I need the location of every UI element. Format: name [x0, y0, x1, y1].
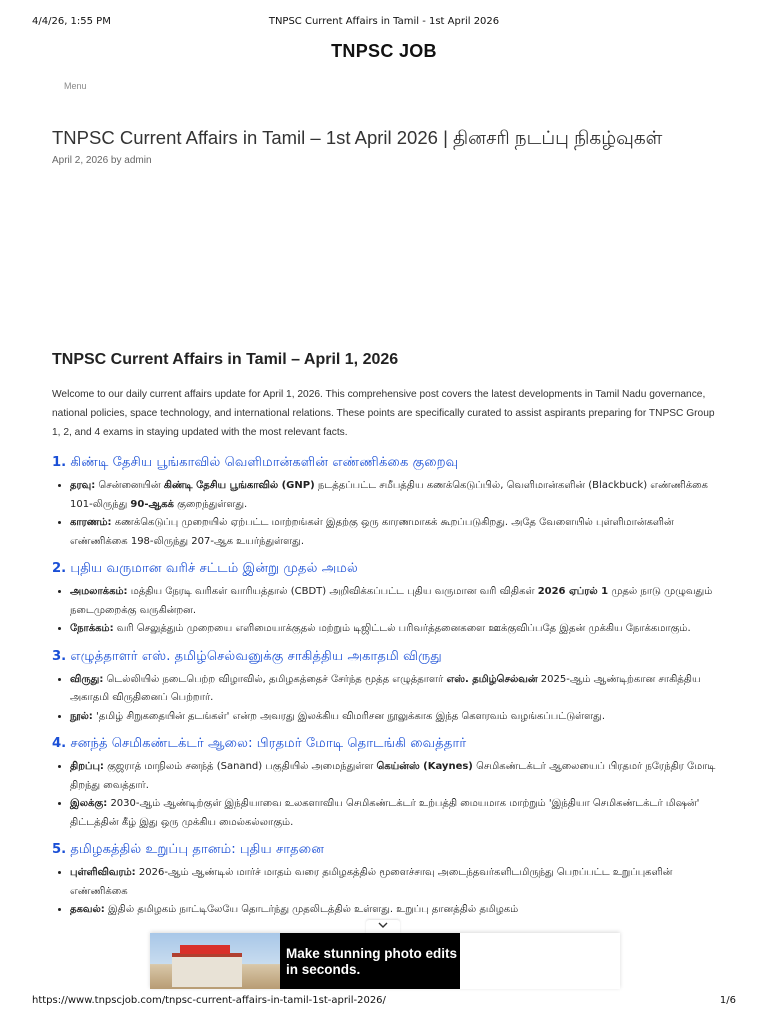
- point-bold: கிண்டி தேசிய பூங்காவில் (GNP): [163, 480, 315, 491]
- point-text: குஜராத் மாநிலம் சனந்த் (Sanand) பகுதியில் அமைந்துள்ள: [103, 761, 377, 772]
- list-item: [70, 901, 716, 920]
- point-text: 2030-ஆம் ஆண்டிற்குள் இந்தியாவை உலகளாவிய செமிகண்டக்டர் உற்பத்தி மையமாக மாற்றும் 'இந்தியா செமிகண்டக்டர் மிஷன்' திட்டத்தின் கீழ் இது ஒரு முக்கிய மைல்கல்லாகும்.: [70, 798, 700, 828]
- point-label: நூல்:: [70, 710, 93, 722]
- point-label: இலக்கு:: [70, 798, 108, 809]
- list-item: [70, 758, 716, 795]
- section-title: எழுத்தாளர் எஸ். தமிழ்செல்வனுக்கு சாகித்திய அகாதமி விருது: [70, 648, 442, 664]
- list-item: [70, 620, 716, 639]
- point-label: தகவல்:: [70, 904, 105, 915]
- point-text: 2026-ஆம் ஆண்டில் மார்ச் மாதம் வரை தமிழகத்தில் மூளைச்சாவு அடைந்தவர்களிடமிருந்து பெறப்பட்ட உறுப்புகளின் எண்ணிக்கை: [70, 867, 673, 897]
- list-item: [70, 708, 716, 727]
- section-number: 4.: [52, 736, 67, 751]
- point-label: காரணம்:: [70, 517, 112, 528]
- print-page-title: TNPSC Current Affairs in Tamil - 1st April 2026: [268, 16, 500, 27]
- point-text: முதல் நாடு முழுவதும் நடைமுறைக்கு வருகின்றன.: [70, 586, 713, 616]
- point-bold: 2026 ஏப்ரல் 1: [537, 586, 609, 597]
- section-number: 5.: [52, 842, 67, 857]
- section-heading-1: [52, 451, 716, 474]
- list-item: [70, 671, 716, 708]
- section-points-4: [52, 758, 716, 832]
- point-text: சென்னையின்: [95, 480, 164, 491]
- section-heading-3: [52, 645, 716, 668]
- section-points-1: [52, 477, 716, 551]
- print-header: [32, 16, 736, 30]
- section-number: 1.: [52, 455, 67, 470]
- article-intro: Welcome to our daily current affairs update for April 1, 2026. This comprehensive post covers the latest developments in Tamil Nadu governance, national policies, space technology, and international relations. These points are specifically curated to assist aspirants preparing for TNPSC Group 1, 2, and 4 exams in staying updated with the most relevant facts.: [52, 389, 715, 438]
- point-bold: கெய்ன்ஸ் (Kaynes): [376, 761, 473, 772]
- menu-button[interactable]: Menu: [64, 81, 87, 91]
- point-text: டெல்லியில் நடைபெற்ற விழாவில், தமிழகத்தைச் சேர்ந்த மூத்த எழுத்தாளர்: [103, 673, 447, 685]
- section-points-3: [52, 671, 716, 727]
- list-item: [70, 514, 716, 551]
- section-number: 3.: [52, 648, 67, 664]
- point-label: தரவு:: [70, 480, 96, 491]
- section-points-5: [52, 864, 716, 920]
- point-label: திறப்பு:: [70, 761, 104, 772]
- site-title[interactable]: TNPSC JOB: [331, 41, 437, 61]
- list-item: [70, 864, 716, 901]
- point-text: இதில் தமிழகம் நாட்டிலேயே தொடர்ந்து முதலிடத்தில் உள்ளது. உறுப்பு தானத்தில் தமிழகம்: [104, 904, 519, 915]
- point-text: மத்திய நேரடி வரிகள் வாரியத்தால் (CBDT) அறிவிக்கப்பட்ட புதிய வருமான வரி விதிகள்: [127, 586, 538, 597]
- point-text: 'தமிழ் சிறுகதையின் தடங்கள்' என்ற அவரது இலக்கிய விமரிசன நூலுக்காக இந்த கௌரவம் வழங்கப்பட்டுள்ளது.: [92, 710, 606, 722]
- point-text: நடத்தப்பட்ட சமீபத்திய கணக்கெடுப்பில், வெளிமான்களின் (Blackbuck) எண்ணிக்கை 101-லிருந்து: [70, 480, 708, 510]
- article-content: [52, 349, 716, 926]
- print-url: https://www.tnpscjob.com/tnpsc-current-affairs-in-tamil-1st-april-2026/: [32, 995, 386, 1006]
- print-datetime: 4/4/26, 1:55 PM: [32, 16, 111, 27]
- print-page-number: 1/6: [719, 995, 736, 1006]
- point-text: குறைந்துள்ளது.: [173, 498, 248, 510]
- point-label: அமலாக்கம்:: [70, 586, 128, 597]
- ad-image-building: [172, 953, 242, 987]
- section-heading-2: [52, 557, 716, 580]
- section-heading-4: [52, 732, 716, 755]
- post-meta: April 2, 2026 by admin: [52, 155, 152, 166]
- section-heading-5: [52, 838, 716, 861]
- section-title: புதிய வருமான வரிச் சட்டம் இன்று முதல் அமல்: [70, 561, 358, 576]
- ad-collapse-button[interactable]: [366, 920, 400, 934]
- ad-banner[interactable]: [150, 933, 620, 989]
- point-label: விருது:: [70, 673, 104, 685]
- list-item: [70, 583, 716, 620]
- section-title: கிண்டி தேசிய பூங்காவில் வெளிமான்களின் எண்ணிக்கை குறைவு: [70, 455, 459, 470]
- post-title: TNPSC Current Affairs in Tamil – 1st April 2026 | தினசரி நடப்பு நிகழ்வுகள்: [52, 127, 663, 148]
- list-item: [70, 795, 716, 832]
- point-bold: 90-ஆகக்: [130, 498, 174, 510]
- point-text: 2025-ஆம் ஆண்டிற்கான சாகித்திய அகாதமி விருதினைப் பெற்றார்.: [70, 673, 701, 703]
- section-points-2: [52, 583, 716, 639]
- point-text: வரி செலுத்தும் முறையை எளிமையாக்குதல் மற்றும் டிஜிட்டல் பரிவர்த்தனைகளை ஊக்குவிப்பதே இதன் முக்கிய நோக்கமாகும்.: [113, 623, 691, 634]
- section-title: சனந்த் செமிகண்டக்டர் ஆலை: பிரதமர் மோடி தொடங்கி வைத்தார்: [70, 736, 467, 751]
- section-number: 2.: [52, 561, 67, 576]
- ad-text[interactable]: Make stunning photo edits in seconds.: [280, 933, 460, 989]
- ad-image: [150, 933, 280, 989]
- point-text: செமிகண்டக்டர் ஆலையைப் பிரதமர் நரேந்திர மோடி திறந்து வைத்தார்.: [70, 761, 716, 791]
- chevron-down-icon: [378, 921, 388, 929]
- point-bold: எஸ். தமிழ்செல்வன்: [446, 673, 538, 685]
- list-item: [70, 477, 716, 514]
- print-footer: [32, 995, 736, 1009]
- section-title: தமிழகத்தில் உறுப்பு தானம்: புதிய சாதனை: [70, 842, 325, 857]
- ad-image-sign: [180, 945, 230, 954]
- article-heading: TNPSC Current Affairs in Tamil – April 1, 2026: [52, 351, 399, 368]
- point-label: புள்ளிவிவரம்:: [70, 867, 136, 878]
- point-label: நோக்கம்:: [70, 623, 114, 634]
- point-text: கணக்கெடுப்பு முறையில் ஏற்பட்ட மாற்றங்கள் இதற்கு ஒரு காரணமாகக் கூறப்படுகிறது. அதே வேளையில் புள்ளிமான்களின் எண்ணிக்கை 198-லிருந்து 207-ஆக உயர்ந்துள்ளது.: [70, 517, 674, 547]
